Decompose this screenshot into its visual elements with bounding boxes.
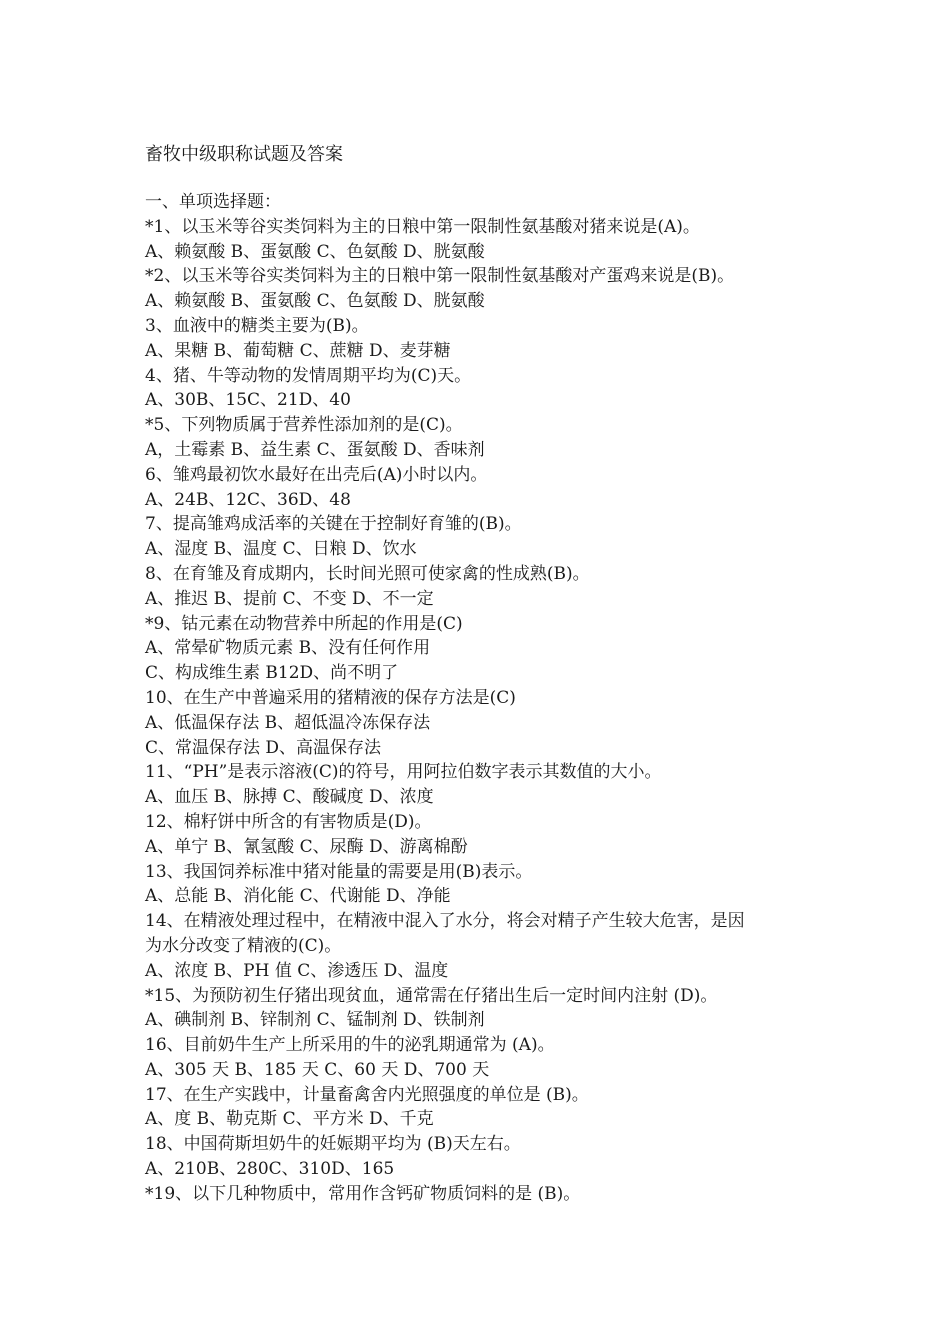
option-line: A、度 B、勒克斯 C、平方米 D、千克: [145, 1109, 434, 1130]
option-line: A、浓度 B、PH 值 C、渗透压 D、温度: [145, 960, 449, 981]
question-line: 8、在育雏及育成期内，长时间光照可使家禽的性成熟(B)。: [145, 563, 590, 584]
option-line: A、血压 B、脉搏 C、酸碱度 D、浓度: [145, 787, 434, 808]
question-line: 7、提高雏鸡成活率的关键在于控制好育雏的(B)。: [145, 514, 522, 535]
option-line: A、常晕矿物质元素 B、没有任何作用: [145, 638, 431, 659]
document-body: [145, 190, 835, 1207]
option-line: A、碘制剂 B、锌制剂 C、锰制剂 D、铁制剂: [145, 1010, 485, 1031]
document-title: 畜牧中级职称试题及答案: [145, 144, 343, 165]
option-line: A、单宁 B、氰氢酸 C、尿酶 D、游离棉酚: [145, 836, 468, 857]
option-line: A、总能 B、消化能 C、代谢能 D、净能: [145, 886, 451, 907]
question-line: 4、猪、牛等动物的发情周期平均为(C)天。: [145, 365, 472, 386]
question-line: 6、雏鸡最初饮水最好在出壳后(A)小时以内。: [145, 464, 488, 485]
question-line: *9、钴元素在动物营养中所起的作用是(C): [145, 613, 463, 634]
option-line: C、构成维生素 B12D、尚不明了: [145, 663, 399, 684]
question-line: 11、“PH”是表示溶液(C)的符号，用阿拉伯数字表示其数值的大小。: [145, 762, 662, 783]
option-line: A、赖氨酸 B、蛋氨酸 C、色氨酸 D、胱氨酸: [145, 291, 485, 312]
question-line: *1、以玉米等谷实类饲料为主的日粮中第一限制性氨基酸对猪来说是(A)。: [145, 216, 700, 237]
question-line: *15、为预防初生仔猪出现贫血，通常需在仔猪出生后一定时间内注射 (D)。: [145, 985, 718, 1006]
option-line: A、305 天 B、185 天 C、60 天 D、700 天: [145, 1059, 490, 1080]
option-line: A、果糖 B、葡萄糖 C、蔗糖 D、麦芽糖: [145, 340, 451, 361]
option-line: C、常温保存法 D、高温保存法: [145, 737, 382, 758]
question-line: 10、在生产中普遍采用的猪精液的保存方法是(C): [145, 687, 516, 708]
option-line: A、推迟 B、提前 C、不变 D、不一定: [145, 588, 434, 609]
question-line: 17、在生产实践中，计量畜禽舍内光照强度的单位是 (B)。: [145, 1084, 589, 1105]
question-line: *5、下列物质属于营养性添加剂的是(C)。: [145, 415, 463, 436]
option-line: A，土霉素 B、益生素 C、蛋氨酸 D、香味剂: [145, 439, 485, 460]
question-line: 3、血液中的糖类主要为(B)。: [145, 315, 369, 336]
question-line: 14、在精液处理过程中，在精液中混入了水分，将会对精子产生较大危害，是因: [145, 911, 745, 932]
question-line: *19、以下几种物质中，常用作含钙矿物质饲料的是 (B)。: [145, 1183, 581, 1204]
option-line: A、30B、15C、21D、40: [145, 390, 351, 411]
option-line: A、24B、12C、36D、48: [145, 489, 351, 510]
option-line: A、湿度 B、温度 C、日粮 D、饮水: [145, 539, 417, 560]
question-line: 16、目前奶牛生产上所采用的牛的泌乳期通常为 (A)。: [145, 1035, 555, 1056]
option-line: A、低温保存法 B、超低温冷冻保存法: [145, 712, 431, 733]
question-line: *2、以玉米等谷实类饲料为主的日粮中第一限制性氨基酸对产蛋鸡来说是(B)。: [145, 266, 735, 287]
option-line: A、210B、280C、310D、165: [145, 1159, 395, 1180]
question-line: 18、中国荷斯坦奶牛的妊娠期平均为 (B)天左右。: [145, 1134, 521, 1155]
option-line: A、赖氨酸 B、蛋氨酸 C、色氨酸 D、胱氨酸: [145, 241, 485, 262]
question-line: 13、我国饲养标准中猪对能量的需要是用(B)表示。: [145, 861, 533, 882]
question-line-continued: 为水分改变了精液的(C)。: [145, 935, 342, 956]
section-heading: 一、单项选择题：: [145, 192, 281, 212]
question-line: 12、棉籽饼中所含的有害物质是(D)。: [145, 811, 432, 832]
